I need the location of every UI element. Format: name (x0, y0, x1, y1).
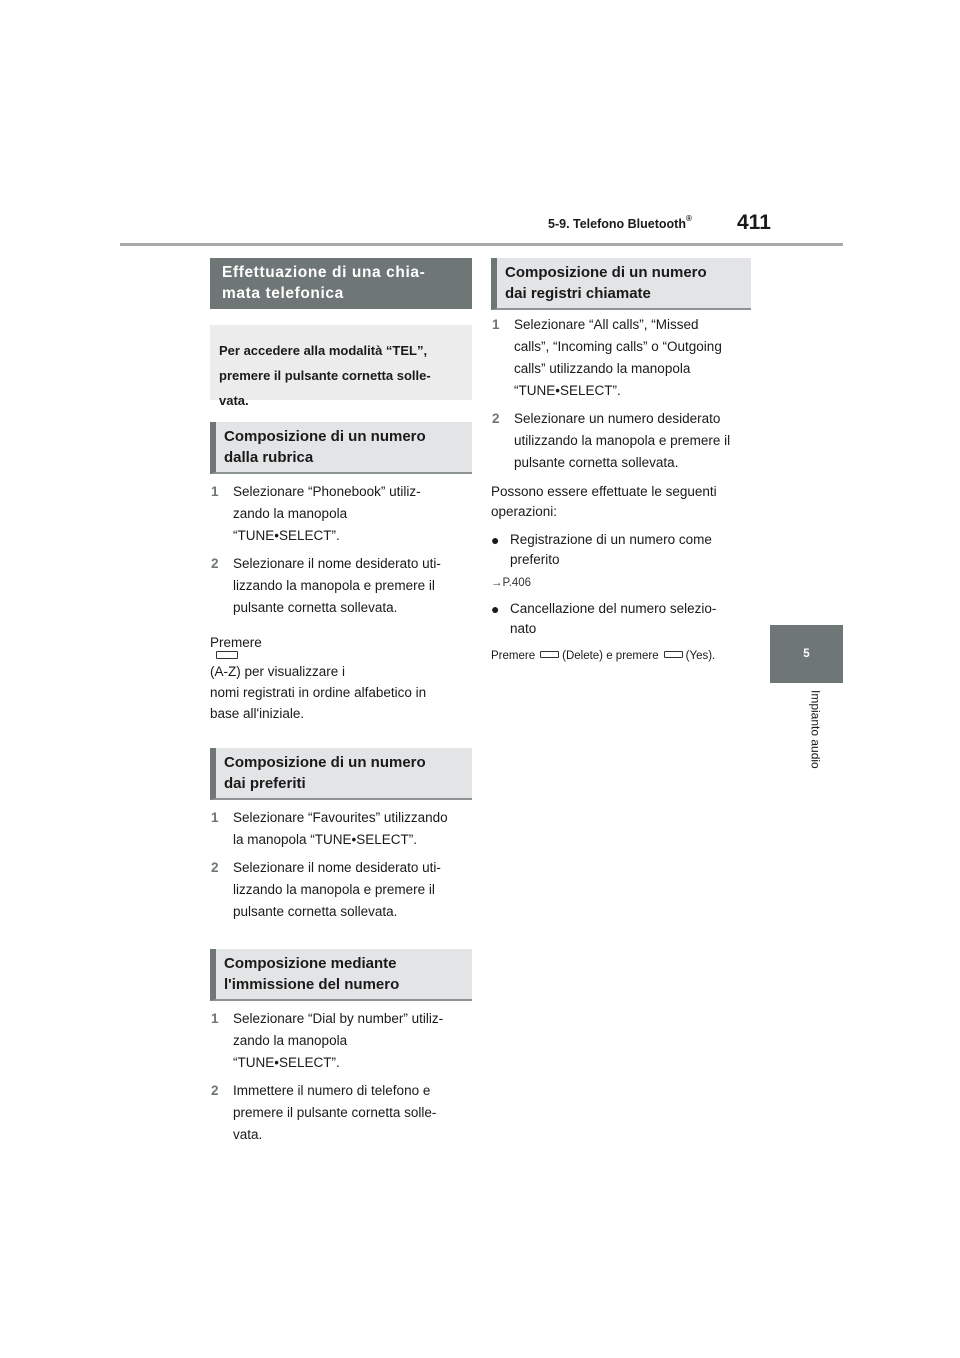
section-title (548, 214, 692, 231)
step-number: 2 (211, 556, 219, 571)
step-item (210, 553, 472, 619)
info-line: Per accedere alla modalità “TEL”, (219, 343, 428, 358)
heading-line: Composizione mediante (224, 955, 397, 972)
button-symbol-icon (540, 651, 559, 658)
page-reference (491, 577, 751, 589)
step-number: 2 (211, 860, 219, 875)
heading-line: Composizione di un numero (224, 428, 426, 445)
operations-intro: Possono essere effettuate le seguenti operazioni: (491, 484, 717, 519)
call-log-heading (491, 258, 751, 310)
heading-line: dalla rubrica (224, 449, 314, 466)
step-text: Immettere il numero di telefono e premere il pulsante cornetta solle- vata. (233, 1083, 437, 1142)
registered-mark: ® (685, 214, 692, 223)
step-item (210, 857, 472, 923)
heading-line: dai preferiti (224, 775, 306, 792)
step-text: Selezionare il nome desiderato uti- lizzando la manopola e premere il pulsante cornetta sollevata. (233, 556, 441, 615)
step-item (491, 408, 751, 474)
heading-line: l'immissione del numero (224, 976, 400, 993)
main-title (210, 258, 472, 309)
step-number: 1 (211, 1011, 219, 1026)
header-divider (120, 243, 843, 246)
main-title-line: mata telefonica (222, 285, 344, 302)
step-text: Selezionare “Favourites” utilizzando la manopola “TUNE•SELECT”. (233, 810, 448, 847)
step-text: Selezionare un numero desiderato utilizzando la manopola e premere il pulsante cornetta sollevata. (514, 411, 731, 470)
step-text: Selezionare il nome desiderato uti- lizzando la manopola e premere il pulsante cornetta sollevata. (233, 860, 441, 919)
list-item (491, 599, 751, 639)
note-text: (A-Z) per visualizzare i (210, 664, 346, 679)
bullet-icon: ● (491, 532, 500, 548)
info-line: vata. (219, 393, 249, 408)
heading-line: Composizione di un numero (505, 264, 707, 281)
step-text: Selezionare “Phonebook” utiliz- zando la manopola “TUNE•SELECT”. (233, 484, 421, 543)
page-number: 411 (737, 211, 771, 234)
section-title-text: 5-9. Telefono Bluetooth (548, 217, 686, 231)
chapter-label-text: Impianto audio (808, 690, 823, 769)
left-column (210, 258, 472, 1146)
note-line: nomi registrati in ordine alfabetico in (210, 685, 427, 700)
step-item (491, 314, 751, 402)
step-item (210, 481, 472, 547)
step-number: 1 (211, 484, 219, 499)
delete-note (491, 648, 751, 664)
chapter-tab: 5 (770, 625, 843, 683)
right-column (491, 258, 751, 664)
step-number: 2 (211, 1083, 219, 1098)
step-number: 2 (492, 411, 500, 426)
heading-line: dai registri chiamate (505, 285, 651, 302)
step-number: 1 (211, 810, 219, 825)
step-text: Selezionare “All calls”, “Missed calls”, “Incoming calls” o “Outgoing calls” utilizzando la manopola “TUNE•SELECT”. (514, 317, 722, 398)
bullet-text: Cancellazione del numero selezio- nato (510, 601, 717, 636)
list-item (491, 530, 751, 570)
button-symbol-icon (664, 651, 683, 658)
dial-heading (210, 949, 472, 1001)
heading-line: Composizione di un numero (224, 754, 426, 771)
step-number: 1 (492, 317, 500, 332)
reference-text: P.406 (502, 577, 532, 589)
step-text: Selezionare “Dial by number” utiliz- zando la manopola “TUNE•SELECT”. (233, 1011, 444, 1070)
info-line: premere il pulsante cornetta solle- (219, 368, 431, 383)
main-title-line: Effettuazione di una chia- (222, 264, 426, 281)
info-box (210, 325, 472, 408)
button-symbol-icon (216, 651, 238, 659)
bullet-icon: ● (491, 601, 500, 617)
note-text: Premere (491, 650, 536, 662)
note-text: (Delete) e premere (562, 650, 659, 662)
step-item (210, 1008, 472, 1074)
note-line: base all'iniziale. (210, 706, 305, 721)
step-item (210, 807, 472, 851)
phonebook-heading (210, 422, 472, 474)
chapter-label (770, 690, 843, 790)
note-text: (Yes). (685, 650, 716, 662)
favourites-heading (210, 748, 472, 800)
arrow-icon: → (491, 577, 503, 589)
phonebook-note (210, 632, 472, 724)
bullet-text: Registrazione di un numero come preferito (510, 532, 712, 567)
step-item (210, 1080, 472, 1146)
note-text: Premere (210, 635, 262, 650)
